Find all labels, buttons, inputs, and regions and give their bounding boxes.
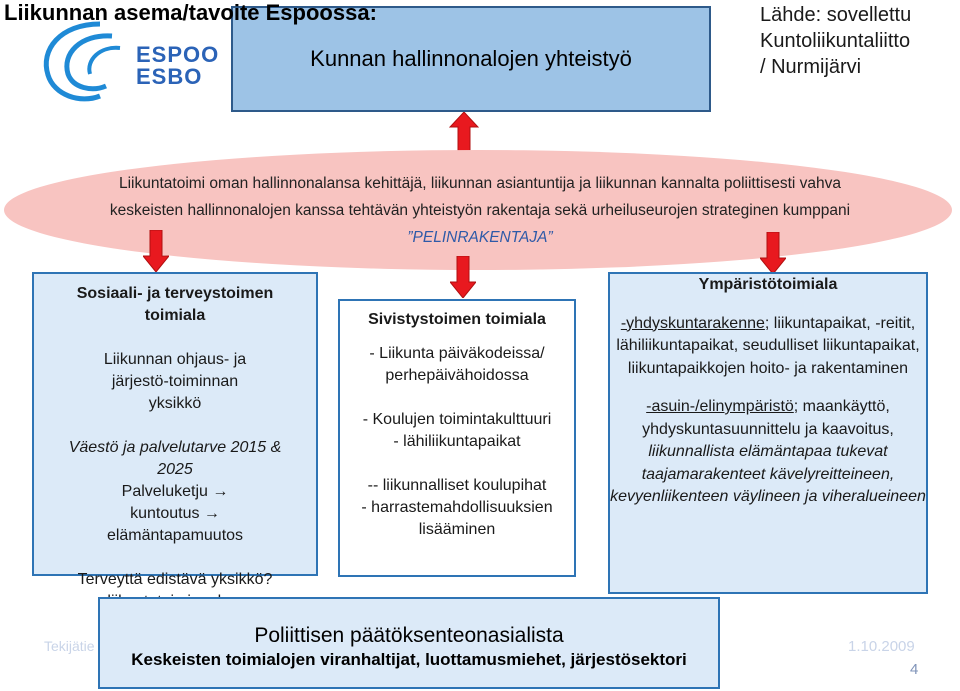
up-arrow-icon bbox=[449, 112, 479, 152]
source-note: Lähde: sovellettu Kuntoliikuntaliitto / Nurmijärvi bbox=[760, 4, 912, 78]
top-box-label: Kunnan hallinnonalojen yhteistyö bbox=[310, 46, 632, 71]
box1-title: Sosiaali- ja terveystoimen toimiala bbox=[76, 285, 274, 324]
box1-health-unit: Terveyttä edistävä yksikkö? bbox=[77, 571, 273, 588]
espoo-logo-text: ESPOO ESBO bbox=[136, 42, 220, 89]
down-arrow-icon bbox=[760, 232, 786, 274]
footer-left-text: Tekijätie bbox=[44, 638, 95, 654]
box3-living-environment: -asuin-/elinympäristö; maankäyttö, yhdyskuntasuunnittelu ja kaavoitus, liikunnallista elämäntapaa tukevat taajamarakenteet kävelyreitteineen, kevyenliikenteen väylineen ja viheralueineen bbox=[610, 398, 926, 505]
box1-chain: Palveluketju → kuntoutus → elämäntapamuutos bbox=[106, 483, 244, 544]
page-title: Liikunnan asema/tavoite Espoossa: bbox=[4, 0, 377, 25]
box3-title: Ympäristötoimiala bbox=[698, 276, 838, 293]
bottom-box-stakeholders: Keskeisten toimialojen viranhaltijat, luottamusmiehet, järjestösektori bbox=[131, 650, 687, 669]
box2-item-local-places: - lähiliikuntapaikat bbox=[393, 433, 521, 450]
box2-item-hobbies: - harrastemahdollisuuksien lisääminen bbox=[361, 499, 553, 538]
political-agenda-box bbox=[98, 597, 720, 689]
box2-title: Sivistystoimen toimiala bbox=[368, 311, 546, 328]
box2-item-schools: - Koulujen toimintakulttuuri bbox=[362, 411, 552, 428]
role-ellipse-text: Liikuntatoimi oman hallinnonalansa kehittäjä, liikunnan asiantuntija ja liikunnan kannalta poliittisesti vahva keskeisten hallinnonalojen kanssa tehtävän yhteistyön rakentaja sekä urheiluseurojen strateginen kumppani ”PELINRAKENTAJA” bbox=[109, 175, 851, 246]
page-number: 4 bbox=[910, 661, 919, 678]
footer-date: 1.10.2009 bbox=[848, 638, 915, 655]
social-health-box bbox=[32, 272, 318, 588]
box1-unit: Liikunnan ohjaus- ja järjestö-toiminnan yksikkö bbox=[103, 351, 247, 412]
box1-need: Väestö ja palvelutarve 2015 & 2025 bbox=[68, 439, 282, 478]
bottom-box-title: Poliittisen päätöksenteonasialista bbox=[254, 624, 564, 647]
environment-box bbox=[608, 272, 928, 594]
box2-item-daycare: - Liikunta päiväkodeissa/ perhepäivähoidossa bbox=[369, 345, 545, 384]
box2-item-schoolyards: -- liikunnalliset koulupihat bbox=[367, 477, 547, 494]
box3-community-structure: -yhdyskuntarakenne; liikuntapaikat, -reitit, lähiliikuntapaikat, seudulliset liikuntapaikat, liikuntapaikkojen hoito- ja rakentaminen bbox=[616, 314, 920, 377]
down-arrow-icon bbox=[450, 256, 476, 298]
down-arrow-icon bbox=[143, 230, 169, 272]
education-box bbox=[338, 299, 576, 577]
